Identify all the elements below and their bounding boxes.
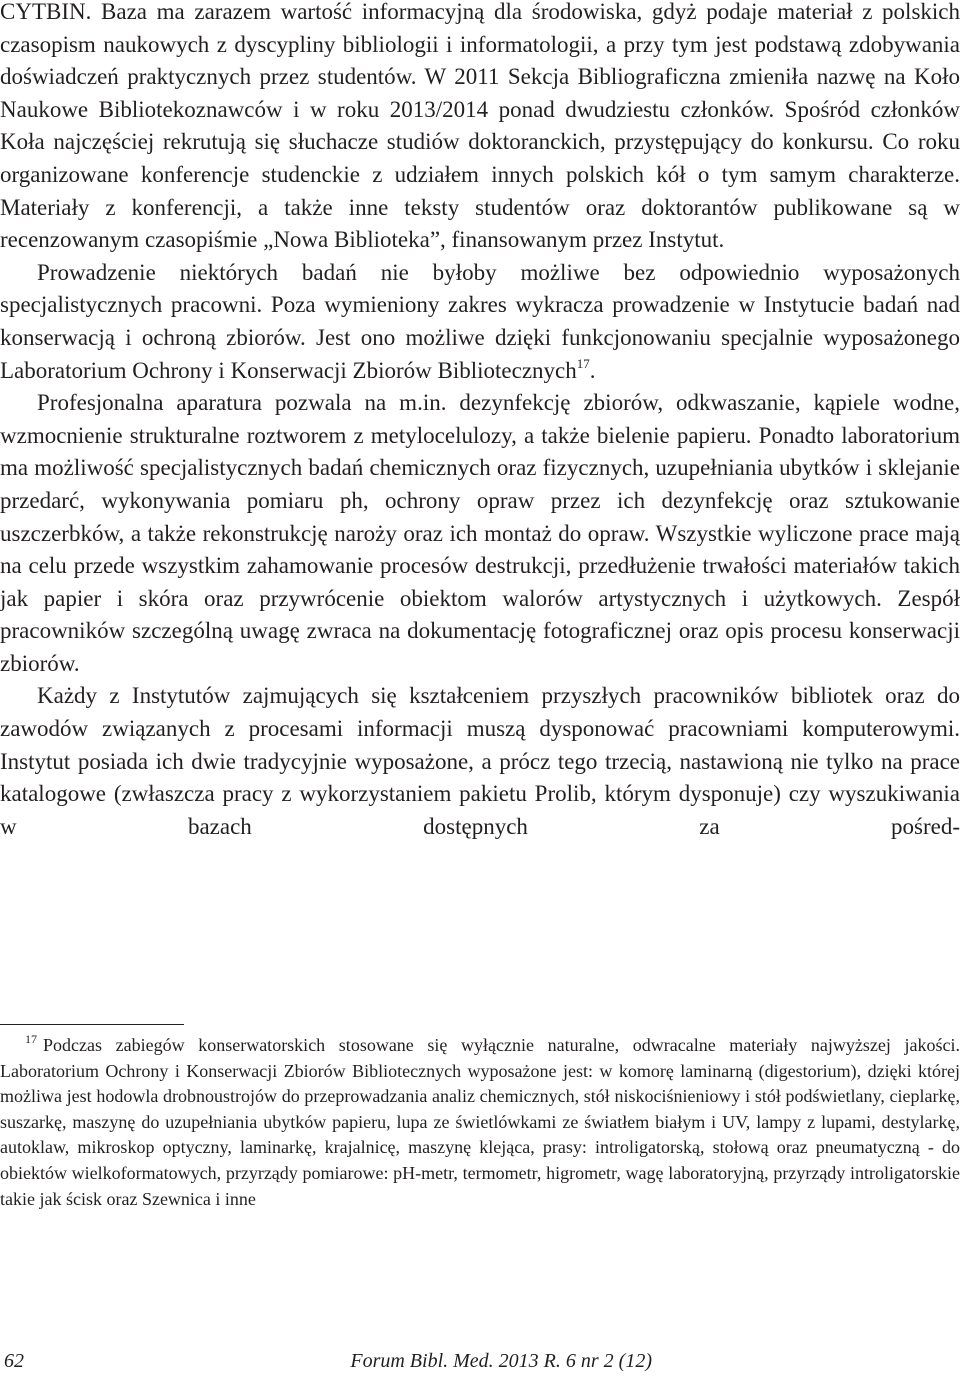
paragraph-3 [0, 387, 960, 680]
footnote-reference-17[interactable]: 17 [576, 355, 590, 371]
paragraph-4 [0, 680, 960, 843]
paragraph-2-text: Prowadzenie niektórych badań nie byłoby możliwe bez odpowiednio wyposażonych specjalistycznych pracowni. Poza wymieniony zakres wykracza prowadzenie w Instytucie badań nad konserwacją i ochroną zbiorów. Jest ono możliwe dzięki funkcjonowaniu specjalnie wyposażonego Laboratorium Ochrony i Konserwacji Zbiorów Bibliotecznych [0, 259, 960, 383]
paragraph-4-text: Każdy z Instytutów zajmujących się kształceniem przyszłych pracowników bibliotek oraz do zawodów związanych z procesami informacji muszą dysponować pracowniami komputerowymi. Instytut posiada ich dwie tradycyjnie wyposażone, a prócz tego trzecią, nastawioną nie tylko na prace katalogowe (zwłaszcza pracy z wykorzystaniem pakietu Prolib, którym dysponuje) czy wyszukiwania w bazach dostępnych za pośred- [0, 683, 960, 839]
page-number: 62 [4, 1350, 24, 1372]
paragraph-1-lead: CYTBIN. [0, 0, 92, 24]
paragraph-2-end: . [589, 357, 596, 383]
paragraph-3-text: Profesjonalna aparatura pozwala na m.in. dezynfekcję zbiorów, odkwaszanie, kąpiele wodne, wzmocnienie strukturalne roztworem z metylocelulozy, a także bielenie papieru. Ponadto laboratorium ma możliwość specjalistycznych badań chemicznych oraz fizycznych, uzupełniania ubytków i sklejanie przedarć, wykonywania pomiaru ph, ochrony opraw przez ich dezynfekcję oraz sztukowanie uszczerbków, a także rekonstrukcję naroży oraz ich montaż do opraw. Wszystkie wyliczone prace mają na celu przede wszystkim zahamowanie procesów destrukcji, przedłużenie trwałości materiałów takich jak papier i skóra oraz przywrócenie obiektom walorów artystycznych i użytkowych. Zespół pracowników szczególną uwagę zwraca na dokumentację fotograficznej oraz opis procesu konserwacji zbiorów. [0, 390, 960, 676]
paragraph-2 [0, 257, 960, 387]
paragraph-1-text: Baza ma zarazem wartość informacyjną dla środowiska, gdyż podaje materiał z polskich czasopism naukowych z dyscypliny bibliologii i informatologii, a przy tym jest podstawą zdobywania doświadczeń praktycznych przez studentów. W 2011 Sekcja Bibliograficzna zmieniła nazwę na Koło Naukowe Bibliotekoznawców i w roku 2013/2014 ponad dwudziestu członków. Spośród członków Koła najczęściej rekrutują się słuchacze studiów doktoranckich, przystępujący do konkursu. Co roku organizowane konferencje studenckie z udziałem innych polskich kół o tym samym charakterze. Materiały z konferencji, a także inne teksty studentów oraz doktorantów publikowane są w recenzowanym czasopiśmie „Nowa Biblioteka”, finansowanym przez Instytut. [0, 0, 960, 253]
footnote-17 [0, 1033, 960, 1212]
footnote-number: 17 [25, 1032, 37, 1046]
paragraph-1 [0, 0, 960, 257]
footnote-text: Podczas zabiegów konserwatorskich stosowane się wyłącznie naturalne, odwracalne materiały najwyższej jakości. Laboratorium Ochrony i Konserwacji Zbiorów Bibliotecznych wyposażone jest: w komorę laminarną (digestorium), dzięki której możliwa jest hodowla drobnoustrojów do przeprowadzania analiz chemicznych, stół niskociśnieniowy i stół podświetlany, cieplarkę, suszarkę, maszynę do uzupełniania ubytków papieru, lupa ze świetlówkami ze światłem białym i UV, lampy z lupami, destylarkę, autoklaw, mikroskop optyczny, laminarkę, krajalnicę, maszynę klejąca, prasy: introligatorską, stołową oraz pneumatyczną - do obiektów wielkoformatowych, przyrządy pomiarowe: pH-metr, termometr, higrometr, wagę laboratoryjną, przyrządy introligatorskie takie jak ścisk oraz Szewnica i inne [0, 1035, 960, 1209]
footnote-divider [0, 1024, 184, 1025]
journal-citation: Forum Bibl. Med. 2013 R. 6 nr 2 (12) [350, 1350, 652, 1372]
